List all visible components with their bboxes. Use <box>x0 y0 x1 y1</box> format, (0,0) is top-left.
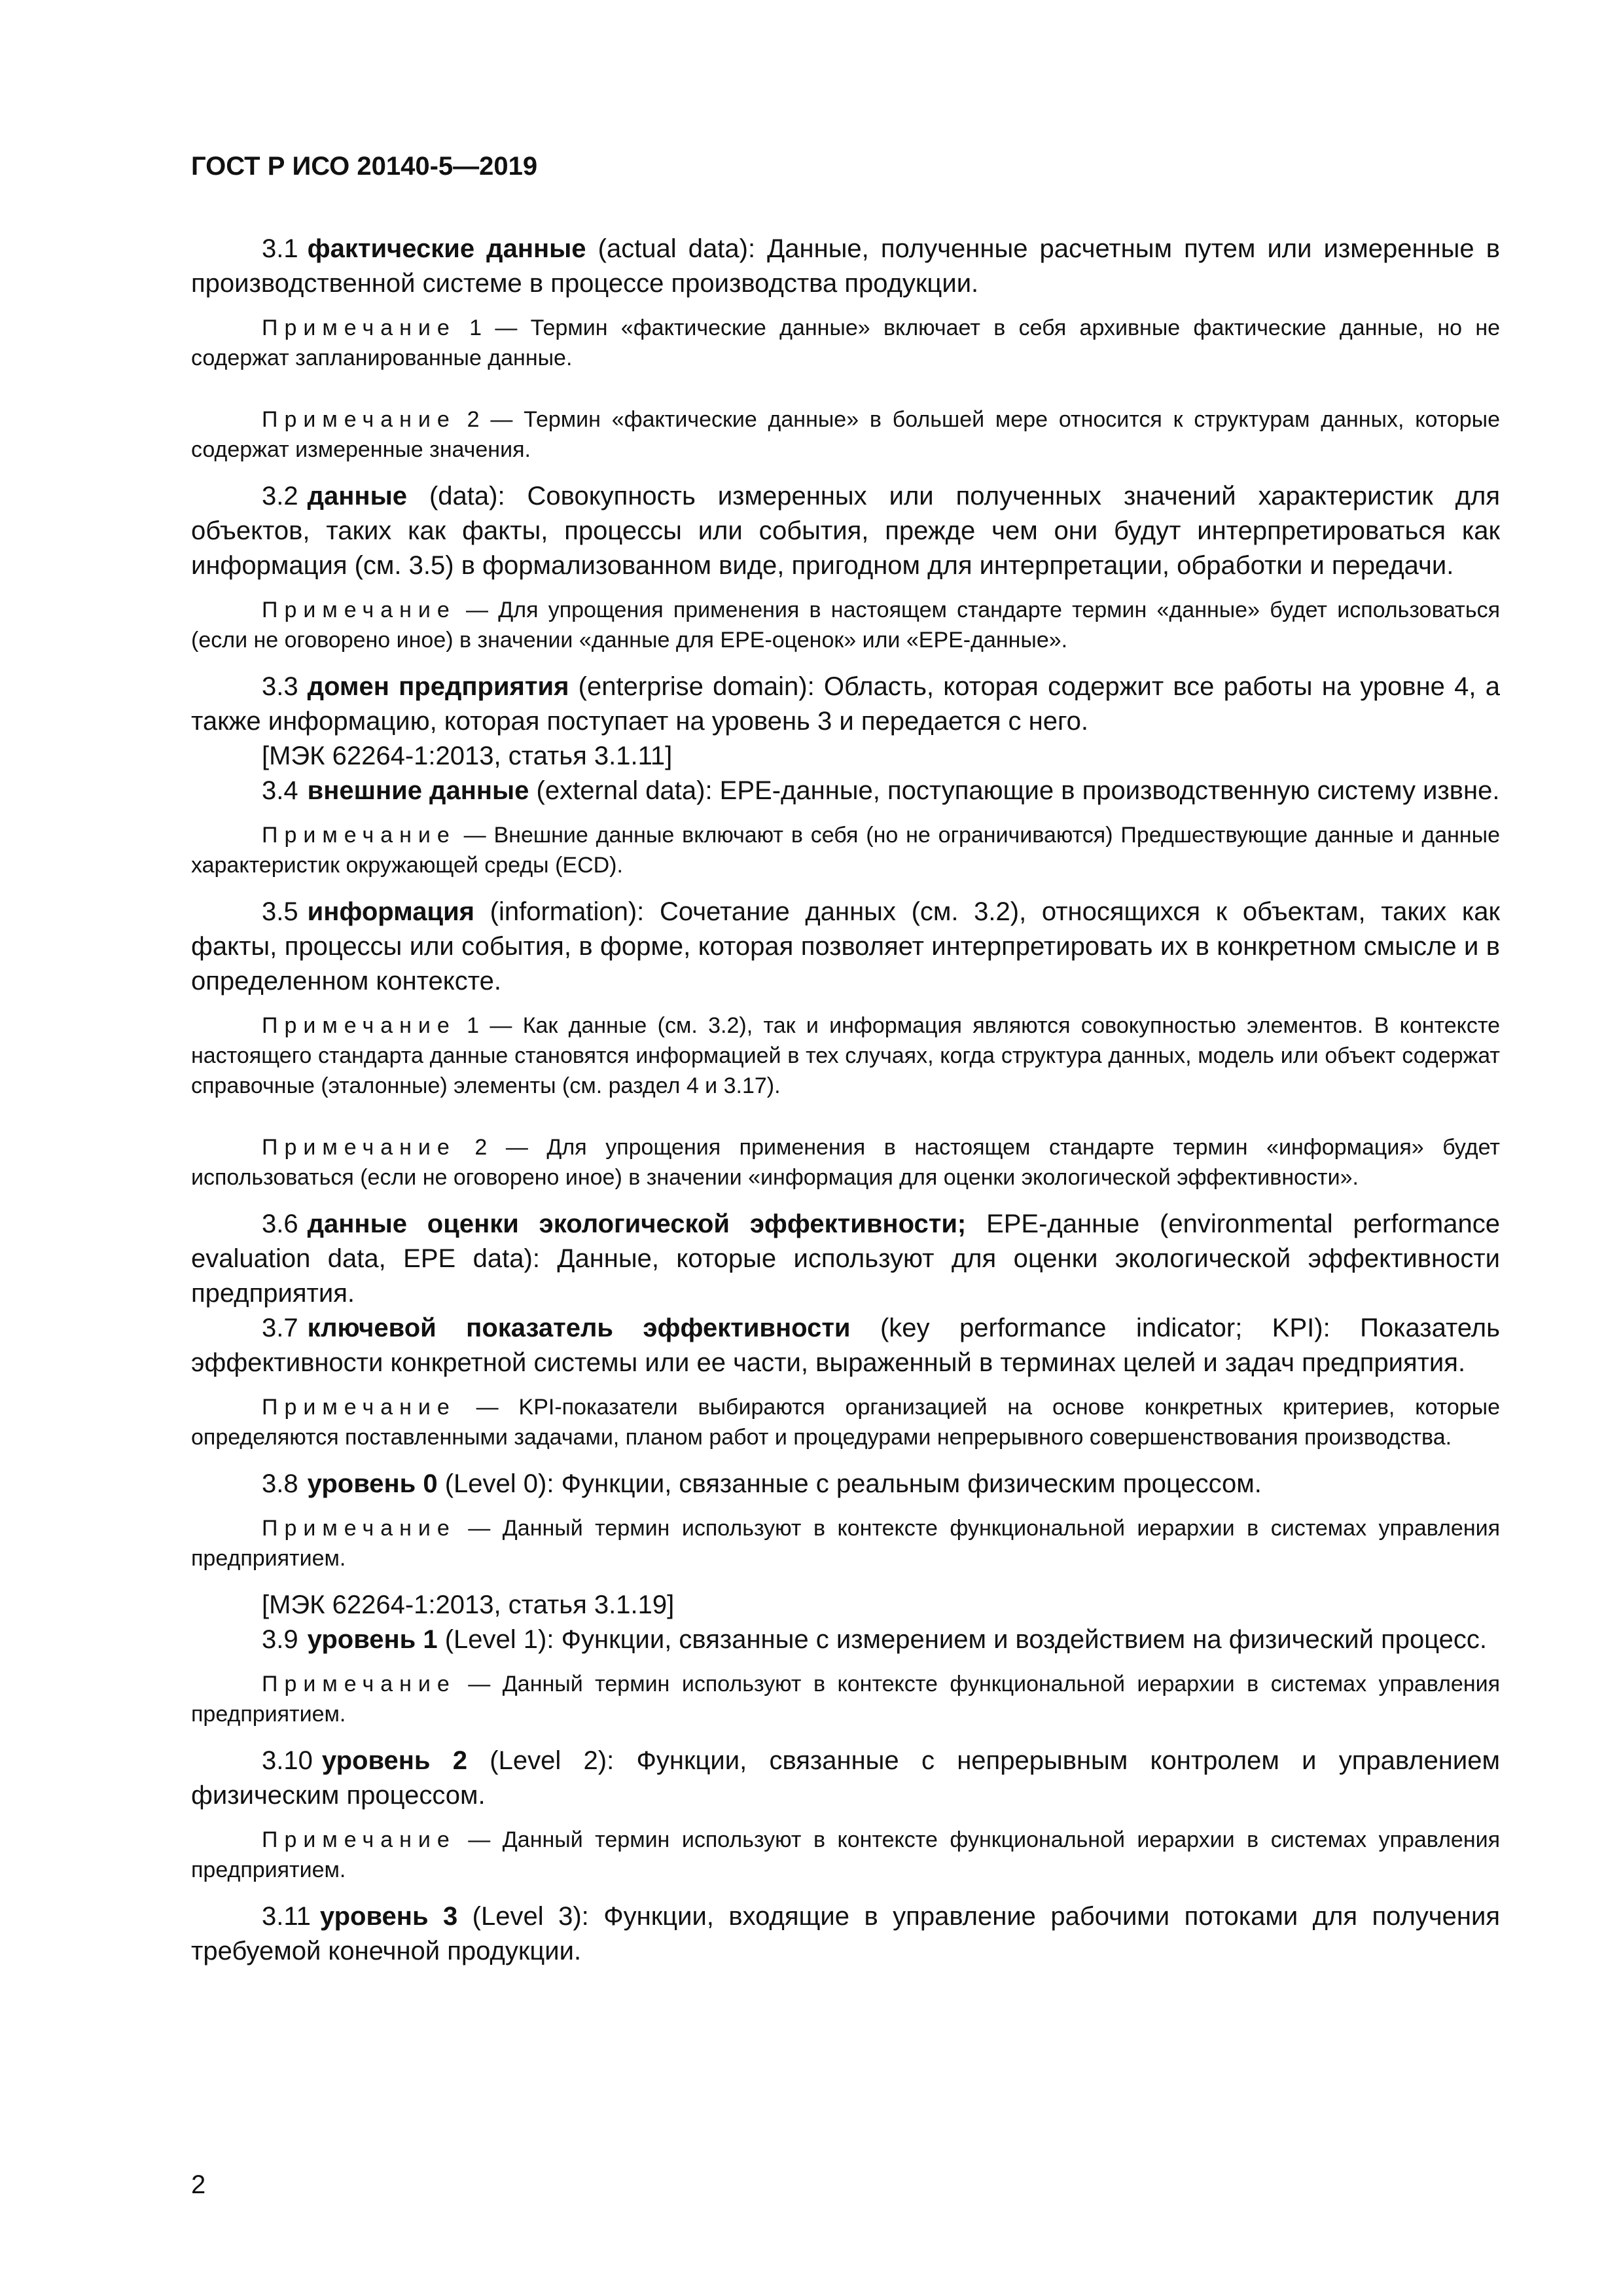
term-3-8 <box>191 1467 1500 1501</box>
term-name: внешние данные <box>307 776 529 805</box>
note-3-1-1 <box>191 313 1500 373</box>
note-text: — Для упрощения применения в настоящем стандарте термин «данные» будет использоваться (если не оговорено иное) в значении «данные для EPE-оценок» или «EPE-данные». <box>191 598 1500 653</box>
note-text: — Данный термин используют в контексте функциональной иерархии в системах управления предприятием. <box>191 1827 1500 1882</box>
term-definition: (information): Сочетание данных (см. 3.2), относящихся к объектам, таких как факты, процессы или события, в форме, которая позволяет интерпретировать их в конкретном смысле и в определенном контексте. <box>191 897 1500 996</box>
note-3-7 <box>191 1392 1500 1452</box>
note-text: — Как данные (см. 3.2), так и информация являются совокупностью элементов. В контексте настоящего стандарта данные становятся информацией в тех случаях, когда структура данных, модель или объект содержат справочные (эталонные) элементы (см. раздел 4 и 3.17). <box>191 1013 1500 1098</box>
term-3-6 <box>191 1207 1500 1311</box>
term-name: данные оценки экологической эффективности; <box>307 1210 967 1238</box>
term-number: 3.10 <box>262 1746 313 1775</box>
document-header: ГОСТ Р ИСО 20140-5—2019 <box>191 152 538 181</box>
note-number: 1 <box>455 1013 480 1038</box>
term-number: 3.8 <box>262 1469 298 1498</box>
term-definition: (Level 3): Функции, входящие в управление рабочими потоками для получения требуемой конечной продукции. <box>191 1902 1500 1965</box>
note-3-2 <box>191 595 1500 655</box>
note-label: Примечание <box>262 823 456 848</box>
document-page <box>191 149 1500 1969</box>
term-definition: (Level 1): Функции, связанные с измерением и воздействием на физический процесс. <box>437 1625 1488 1654</box>
note-label: Примечание <box>262 1827 456 1852</box>
term-number: 3.2 <box>262 482 298 511</box>
note-label: Примечание <box>262 598 456 622</box>
term-name: домен предприятия <box>307 672 569 701</box>
term-number: 3.5 <box>262 897 298 926</box>
note-text: — Термин «фактические данные» включает в себя архивные фактические данные, но не содержат запланированные данные. <box>191 315 1501 370</box>
term-name: информация <box>307 897 474 926</box>
note-label: Примечание <box>262 1672 456 1696</box>
note-label: Примечание <box>262 1135 456 1160</box>
note-3-5-2 <box>191 1132 1500 1193</box>
term-definition: (Level 2): Функции, связанные с непрерывным контролем и управлением физическим процессом. <box>191 1746 1500 1810</box>
note-text: — Данный термин используют в контексте функциональной иерархии в системах управления предприятием. <box>191 1516 1500 1571</box>
note-3-8 <box>191 1513 1500 1573</box>
term-definition: (key performance indicator; KPI): Показатель эффективности конкретной системы или ее части, выраженный в терминах целей и задач предприятия. <box>191 1314 1500 1377</box>
term-definition: (data): Совокупность измеренных или полученных значений характеристик для объектов, таких как факты, процессы или события, прежде чем они будут интерпретироваться как информация (см. 3.5) в формализованном виде, пригодном для интерпретации, обработки и передачи. <box>191 482 1500 580</box>
term-definition: (actual data): Данные, полученные расчетным путем или измеренные в производственной системе в процессе производства продукции. <box>191 234 1500 298</box>
term-number: 3.3 <box>262 672 298 701</box>
reference-3-3: [МЭК 62264-1:2013, статья 3.1.11] <box>262 742 673 770</box>
term-name: уровень 1 <box>307 1625 438 1654</box>
term-3-1 <box>191 232 1500 301</box>
term-3-3 <box>191 670 1500 739</box>
note-3-5-1 <box>191 1011 1500 1101</box>
term-number: 3.1 <box>262 234 298 263</box>
term-3-4 <box>191 774 1500 808</box>
term-definition: EPE-данные (environmental performance evaluation data, EPE data): Данные, которые используют для оценки экологической эффективности предприятия. <box>191 1210 1500 1308</box>
term-definition: (external data): EPE-данные, поступающие в производственную систему извне. <box>529 776 1500 805</box>
note-label: Примечание <box>262 407 456 432</box>
term-name: уровень 3 <box>319 1902 458 1931</box>
note-3-10 <box>191 1825 1500 1885</box>
term-number: 3.4 <box>262 776 298 805</box>
term-name: фактические данные <box>307 234 586 263</box>
note-text: — Для упрощения применения в настоящем стандарте термин «информация» будет использоваться (если не оговорено иное) в значении «информация для оценки экологической эффективности». <box>191 1135 1500 1190</box>
note-text: — KPI-показатели выбираются организацией на основе конкретных критериев, которые определяются поставленными задачами, планом работ и процедурами непрерывного совершенствования производства. <box>191 1395 1500 1450</box>
term-3-7 <box>191 1311 1500 1380</box>
note-label: Примечание <box>262 315 456 340</box>
term-definition: (Level 0): Функции, связанные с реальным физическим процессом. <box>437 1469 1262 1498</box>
note-number: 2 <box>455 1135 488 1160</box>
note-number: 2 <box>455 407 480 432</box>
term-number: 3.6 <box>262 1210 298 1238</box>
term-3-10 <box>191 1744 1500 1813</box>
note-text: — Данный термин используют в контексте функциональной иерархии в системах управления предприятием. <box>191 1672 1500 1727</box>
reference-3-8: [МЭК 62264-1:2013, статья 3.1.19] <box>262 1590 675 1619</box>
term-number: 3.7 <box>262 1314 298 1342</box>
term-3-11 <box>191 1899 1500 1969</box>
page-number: 2 <box>191 2170 206 2199</box>
term-definition: (enterprise domain): Область, которая содержит все работы на уровне 4, а также информацию, которая поступает на уровень 3 и передается с него. <box>191 672 1501 736</box>
term-3-2 <box>191 479 1500 583</box>
term-name: уровень 2 <box>321 1746 468 1775</box>
note-number: 1 <box>455 315 482 340</box>
note-text: — Внешние данные включают в себя (но не ограничиваются) Предшествующие данные и данные характеристик окружающей среды (ECD). <box>191 823 1500 878</box>
term-number: 3.9 <box>262 1625 298 1654</box>
term-number: 3.11 <box>262 1902 311 1931</box>
note-text: — Термин «фактические данные» в большей мере относится к структурам данных, которые содержат измеренные значения. <box>191 407 1501 462</box>
note-label: Примечание <box>262 1013 456 1038</box>
term-3-5 <box>191 895 1500 999</box>
term-3-9 <box>191 1623 1500 1657</box>
term-name: уровень 0 <box>307 1469 438 1498</box>
term-name: ключевой показатель эффективности <box>307 1314 851 1342</box>
note-3-4 <box>191 820 1500 880</box>
note-3-9 <box>191 1669 1500 1729</box>
term-name: данные <box>307 482 407 511</box>
note-label: Примечание <box>262 1516 456 1541</box>
note-3-1-2 <box>191 404 1500 465</box>
note-label: Примечание <box>262 1395 456 1420</box>
